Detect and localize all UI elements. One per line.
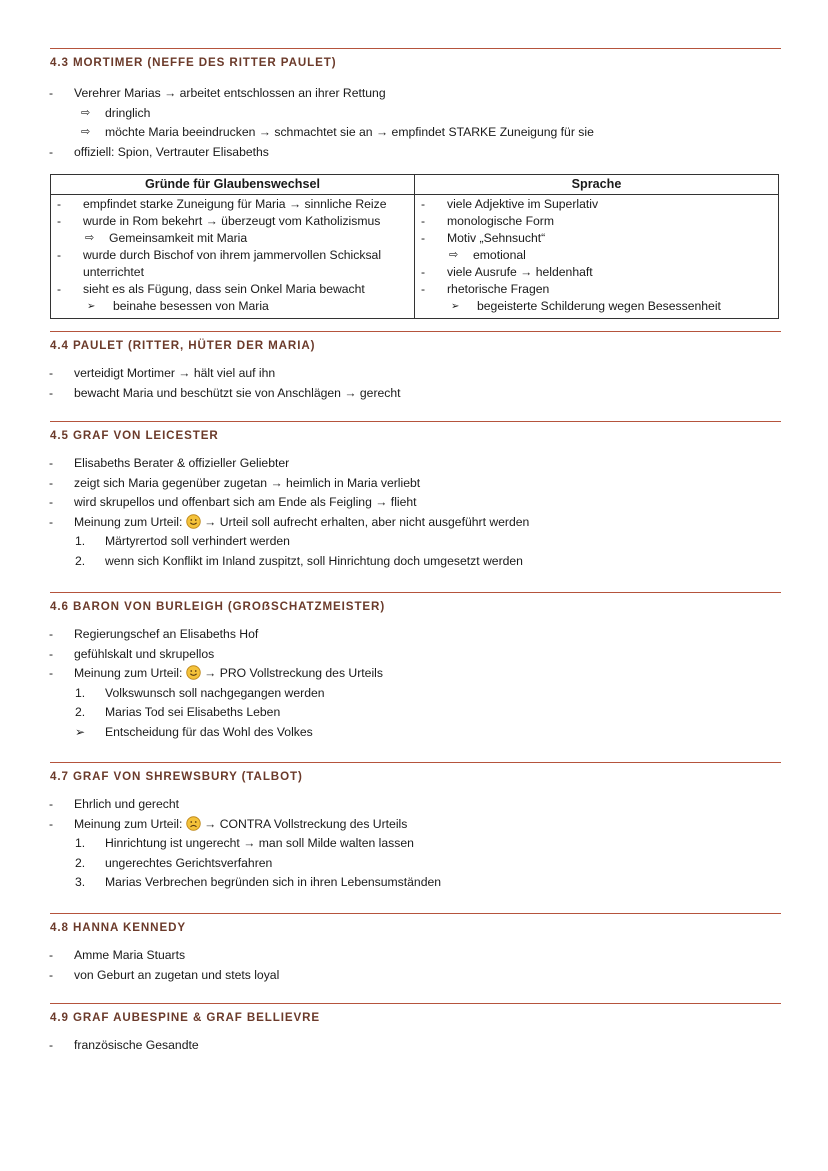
- section-heading: 4.9 GRAF AUBESPINE & GRAF BELLIEVRE: [50, 1011, 321, 1024]
- section-rule: [50, 421, 781, 422]
- smiley-face-icon: [186, 514, 201, 529]
- list-item: - wird skrupellos und offenbart sich am Ende als Feigling → flieht: [49, 495, 417, 509]
- table-row-item: - wurde durch Bischof von ihrem jammervollen Schicksal unterrichtet: [57, 248, 382, 279]
- section-heading: 4.8 HANNA KENNEDY: [50, 921, 186, 934]
- section-rule: [50, 1003, 781, 1004]
- list-item: 3. Marias Verbrechen begründen sich in ihren Lebensumständen: [75, 875, 442, 889]
- bullet-list: [50, 625, 781, 742]
- table-cell-language: [415, 195, 779, 319]
- table-row-item: - empfindet starke Zuneigung für Maria → sinnliche Reize: [57, 197, 387, 211]
- section-mortimer: [50, 48, 781, 319]
- section-heading: 4.7 GRAF VON SHREWSBURY (TALBOT): [50, 770, 303, 783]
- section-aubespine-bellievre: [50, 1003, 781, 1056]
- frowning-face-icon: [186, 816, 201, 831]
- section-heading: 4.4 PAULET (RITTER, HÜTER DER MARIA): [50, 339, 316, 352]
- table-row-item: - rhetorische Fragen: [421, 282, 550, 296]
- table-row-item: ➢ beinahe besessen von Maria: [87, 299, 269, 313]
- list-item: 2. ungerechtes Gerichtsverfahren: [75, 855, 273, 870]
- list-item: - Ehrlich und gerecht: [49, 797, 180, 811]
- bullet-list: [50, 84, 781, 162]
- list-item: - Meinung zum Urteil: → Urteil soll aufrecht erhalten, aber nicht ausgeführt werden: [49, 514, 530, 529]
- list-item: - Verehrer Marias → arbeitet entschlossen an ihrer Rettung: [49, 86, 386, 100]
- list-item: - Regierungschef an Elisabeths Hof: [49, 627, 259, 641]
- list-item: - verteidigt Mortimer → hält viel auf ihn: [49, 366, 276, 380]
- list-item: - Meinung zum Urteil: → PRO Vollstreckung des Urteils: [49, 666, 383, 680]
- bullet-list: [50, 795, 781, 893]
- section-heading: 4.6 BARON VON BURLEIGH (GROẞSCHATZMEISTER): [50, 600, 386, 613]
- table-row-item: ➢ begeisterte Schilderung wegen Besessenheit: [451, 299, 721, 313]
- table-row-item: - monologische Form: [421, 214, 555, 228]
- section-rule: [50, 913, 781, 914]
- list-item: 2. Marias Tod sei Elisabeths Leben: [75, 705, 281, 719]
- table-cell-reasons: [51, 195, 415, 319]
- section-kennedy: [50, 913, 781, 985]
- table-row-item: - wurde in Rom bekehrt → überzeugt vom Katholizismus: [57, 214, 381, 228]
- list-item: - bewacht Maria und beschützt sie von Anschlägen → gerecht: [49, 385, 401, 400]
- table-row-item: - viele Adjektive im Superlativ: [421, 197, 599, 211]
- section-heading: 4.3 MORTIMER (NEFFE DES RITTER PAULET): [50, 56, 337, 69]
- table-row-item: - Motiv „Sehnsucht“: [421, 231, 546, 245]
- list-item: - Elisabeths Berater & offizieller Geliebter: [49, 456, 290, 470]
- bullet-list: [50, 364, 781, 403]
- section-rule: [50, 48, 781, 49]
- list-item: 1. Hinrichtung ist ungerecht → man soll Milde walten lassen: [75, 836, 414, 850]
- list-item: - Meinung zum Urteil: → CONTRA Vollstreckung des Urteils: [49, 816, 408, 831]
- section-heading: 4.5 GRAF VON LEICESTER: [50, 429, 219, 442]
- section-rule: [50, 762, 781, 763]
- list-item: - offiziell: Spion, Vertrauter Elisabeths: [49, 144, 269, 159]
- section-leicester: [50, 421, 781, 571]
- list-item: - französische Gesandte: [49, 1038, 199, 1052]
- list-item: 2. wenn sich Konflikt im Inland zuspitzt, soll Hinrichtung doch umgesetzt werden: [75, 553, 523, 568]
- table-header: Sprache: [415, 175, 779, 195]
- section-rule: [50, 592, 781, 593]
- list-item: - Amme Maria Stuarts: [49, 948, 186, 962]
- table-row-item: - viele Ausrufe → heldenhaft: [421, 265, 593, 279]
- section-burleigh: [50, 592, 781, 742]
- list-item: - gefühlskalt und skrupellos: [49, 646, 215, 661]
- bullet-list: [50, 454, 781, 571]
- smiley-face-icon: [186, 665, 201, 680]
- section-rule: [50, 331, 781, 332]
- list-item: ⇨ dringlich: [81, 105, 151, 120]
- list-item: 1. Volkswunsch soll nachgegangen werden: [75, 685, 325, 700]
- bullet-list: [50, 946, 781, 985]
- list-item: - zeigt sich Maria gegenüber zugetan → heimlich in Maria verliebt: [49, 475, 421, 490]
- list-item: ➢ Entscheidung für das Wohl des Volkes: [75, 724, 313, 739]
- bullet-list: [50, 1036, 781, 1056]
- section-shrewsbury: [50, 762, 781, 893]
- comparison-table: [50, 174, 779, 319]
- list-item: 1. Märtyrertod soll verhindert werden: [75, 534, 290, 548]
- table-row-item: ⇨ emotional: [449, 248, 526, 262]
- list-item: - von Geburt an zugetan und stets loyal: [49, 967, 280, 982]
- section-paulet: [50, 331, 781, 403]
- table-row-item: - sieht es als Fügung, dass sein Onkel Maria bewacht: [57, 282, 365, 296]
- table-header: Gründe für Glaubenswechsel: [51, 175, 415, 195]
- table-row-item: ⇨ Gemeinsamkeit mit Maria: [85, 231, 248, 245]
- list-item: ⇨ möchte Maria beeindrucken → schmachtet sie an → empfindet STARKE Zuneigung für sie: [81, 125, 594, 139]
